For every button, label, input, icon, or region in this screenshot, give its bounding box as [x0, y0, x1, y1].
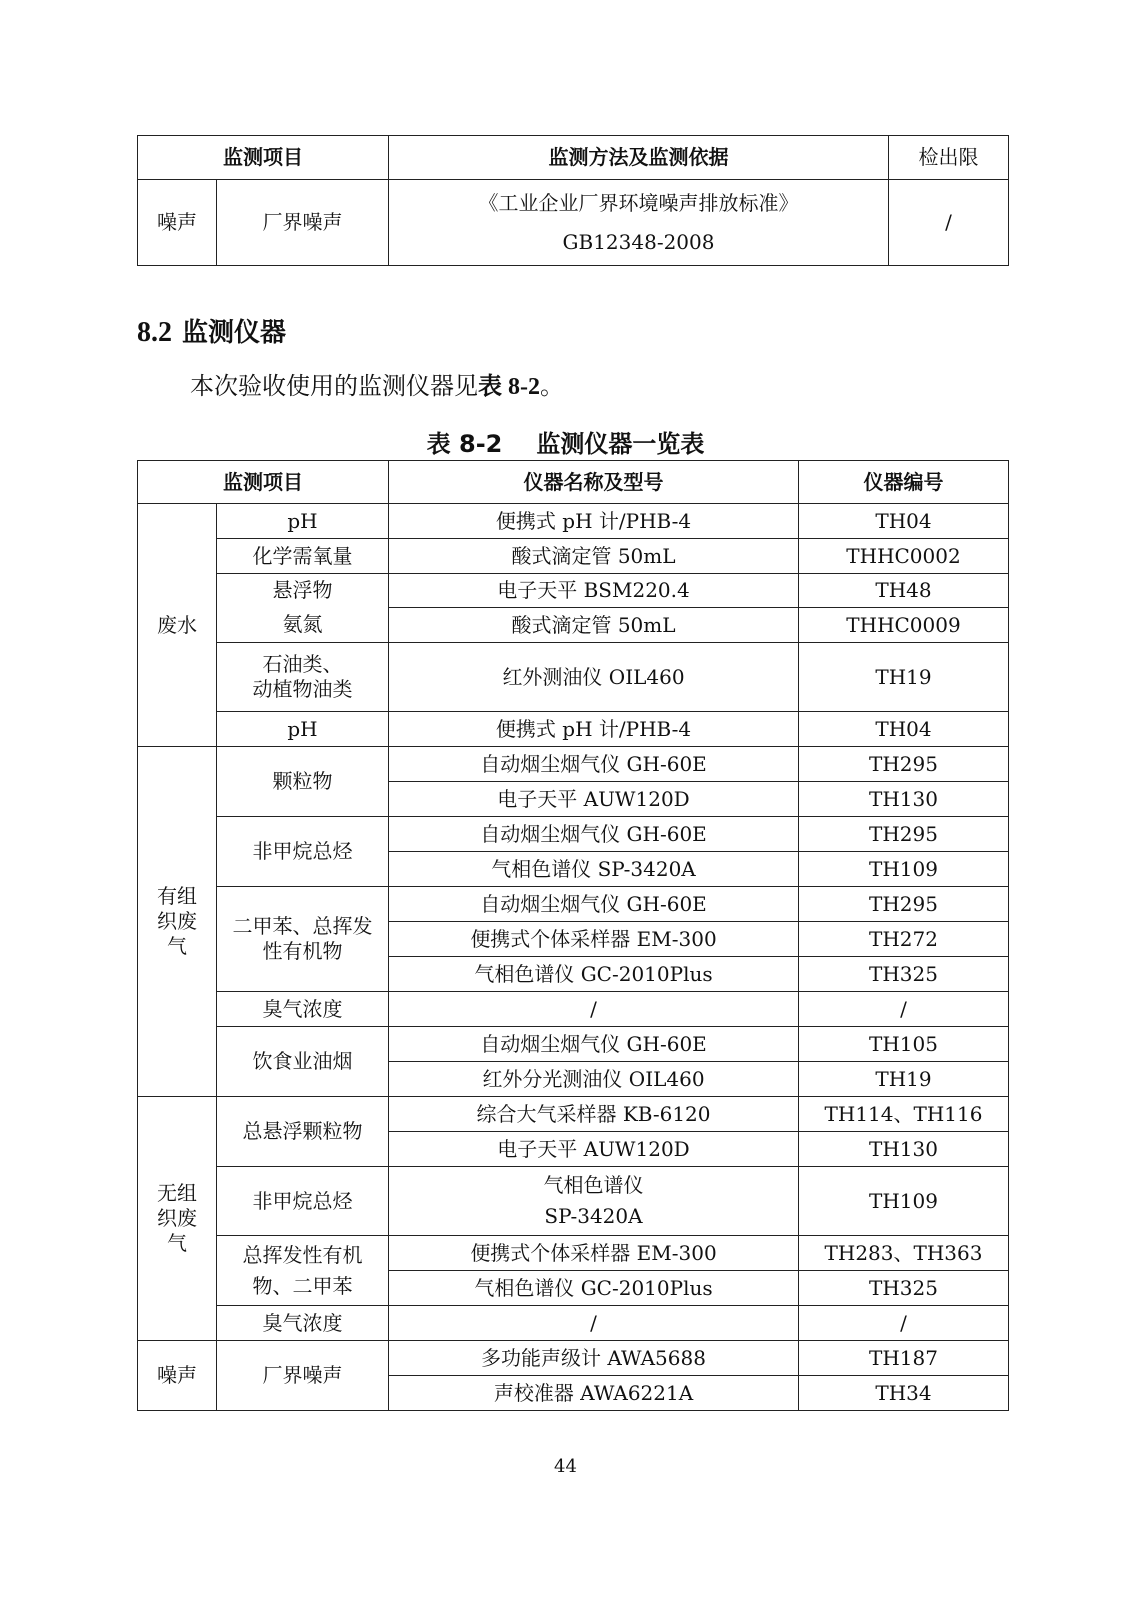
- method-standard-code: GB12348-2008: [562, 229, 715, 254]
- code-cell: /: [799, 1306, 1009, 1341]
- instrument-cell: 气相色谱仪 SP-3420A: [389, 852, 799, 887]
- instrument-cell: 便携式 pH 计/PHB-4: [389, 712, 799, 747]
- instrument-cell: 电子天平 AUW120D: [389, 1132, 799, 1167]
- item-cell: 化学需氧量: [217, 539, 389, 574]
- code-cell: TH272: [799, 922, 1009, 957]
- table-reference: 表 8-2: [478, 374, 540, 400]
- table-row: [138, 1167, 1009, 1236]
- instrument-cell: 自动烟尘烟气仪 GH-60E: [389, 817, 799, 852]
- table-row: [138, 1306, 1009, 1341]
- instrument-cell: 自动烟尘烟气仪 GH-60E: [389, 887, 799, 922]
- code-cell: TH187: [799, 1341, 1009, 1376]
- header-method: 监测方法及监测依据: [389, 136, 889, 180]
- row-method: [389, 180, 889, 266]
- item-cell: 非甲烷总烃: [217, 817, 389, 887]
- item-cell: 总悬浮颗粒物: [217, 1097, 389, 1167]
- table-row: [138, 1341, 1009, 1376]
- row-category: 噪声: [138, 180, 217, 266]
- code-cell: TH48: [799, 574, 1009, 608]
- table-caption: 表 8-2 监测仪器一览表: [426, 430, 705, 458]
- header-monitoring-item: 监测项目: [138, 136, 389, 180]
- instrument-cell: 气相色谱仪 GC-2010Plus: [389, 1271, 799, 1306]
- group-organized-gas: 有组织废气: [138, 747, 217, 1097]
- code-cell: TH04: [799, 504, 1009, 539]
- row-item: 厂界噪声: [217, 180, 389, 266]
- code-cell: TH295: [799, 747, 1009, 782]
- table-row: [138, 1027, 1009, 1062]
- code-cell: TH130: [799, 1132, 1009, 1167]
- page-number: 44: [554, 1456, 577, 1477]
- code-cell: TH283、TH363: [799, 1236, 1009, 1271]
- item-cell: 厂界噪声: [217, 1341, 389, 1411]
- header-monitoring-item: 监测项目: [138, 461, 389, 504]
- code-cell: TH130: [799, 782, 1009, 817]
- instrument-cell: 便携式 pH 计/PHB-4: [389, 504, 799, 539]
- header-detection-limit: 检出限: [889, 136, 1009, 180]
- section-heading: 8.2 监测仪器: [137, 317, 287, 348]
- table-row: [138, 643, 1009, 712]
- item-cell: 颗粒物: [217, 747, 389, 817]
- header-instrument-code: 仪器编号: [799, 461, 1009, 504]
- method-standard-name: 《工业企业厂界环境噪声排放标准》: [478, 190, 799, 215]
- code-cell: THHC0002: [799, 539, 1009, 574]
- table-row: [138, 504, 1009, 539]
- instrument-cell: 便携式个体采样器 EM-300: [389, 922, 799, 957]
- row-detection-limit: /: [889, 180, 1009, 266]
- instrument-cell: 气相色谱仪 SP-3420A: [389, 1167, 799, 1236]
- item-cell: pH: [217, 712, 389, 747]
- item-cell: 非甲烷总烃: [217, 1167, 389, 1236]
- table-row: [138, 712, 1009, 747]
- table-row: [138, 992, 1009, 1027]
- code-cell: TH34: [799, 1376, 1009, 1411]
- code-cell: TH19: [799, 643, 1009, 712]
- instrument-cell: 自动烟尘烟气仪 GH-60E: [389, 747, 799, 782]
- item-cell: 氨氮: [217, 608, 389, 643]
- code-cell: TH109: [799, 1167, 1009, 1236]
- group-wastewater: 废水: [138, 504, 217, 747]
- instrument-cell: 红外测油仪 OIL460: [389, 643, 799, 712]
- instrument-cell: 电子天平 BSM220.4: [389, 574, 799, 608]
- instrument-cell: /: [389, 992, 799, 1027]
- table-row: [138, 608, 1009, 643]
- item-cell: 总挥发性有机 物、二甲苯: [217, 1236, 389, 1306]
- instrument-cell: 气相色谱仪 GC-2010Plus: [389, 957, 799, 992]
- table-row: [138, 574, 1009, 608]
- code-cell: TH325: [799, 957, 1009, 992]
- code-cell: TH325: [799, 1271, 1009, 1306]
- item-cell: 臭气浓度: [217, 992, 389, 1027]
- item-cell: 二甲苯、总挥发 性有机物: [217, 887, 389, 992]
- instrument-cell: 综合大气采样器 KB-6120: [389, 1097, 799, 1132]
- item-cell: pH: [217, 504, 389, 539]
- instrument-cell: 多功能声级计 AWA5688: [389, 1341, 799, 1376]
- table-row: [138, 1097, 1009, 1132]
- monitoring-method-table: [137, 135, 1009, 266]
- code-cell: THHC0009: [799, 608, 1009, 643]
- table-row: [138, 539, 1009, 574]
- header-instrument: 仪器名称及型号: [389, 461, 799, 504]
- item-cell: 饮食业油烟: [217, 1027, 389, 1097]
- table-row: [138, 817, 1009, 852]
- item-cell: 悬浮物: [217, 574, 389, 608]
- instrument-cell: 酸式滴定管 50mL: [389, 608, 799, 643]
- table-row: [138, 887, 1009, 922]
- instrument-table: [137, 460, 1009, 1411]
- instrument-cell: 便携式个体采样器 EM-300: [389, 1236, 799, 1271]
- intro-paragraph: 本次验收使用的监测仪器见表 8-2。: [190, 372, 564, 400]
- code-cell: TH114、TH116: [799, 1097, 1009, 1132]
- group-noise: 噪声: [138, 1341, 217, 1411]
- code-cell: TH109: [799, 852, 1009, 887]
- group-unorganized-gas: 无组织废气: [138, 1097, 217, 1341]
- item-cell: 臭气浓度: [217, 1306, 389, 1341]
- instrument-cell: 声校准器 AWA6221A: [389, 1376, 799, 1411]
- code-cell: /: [799, 992, 1009, 1027]
- instrument-cell: 酸式滴定管 50mL: [389, 539, 799, 574]
- table-row: [138, 747, 1009, 782]
- code-cell: TH105: [799, 1027, 1009, 1062]
- instrument-cell: /: [389, 1306, 799, 1341]
- instrument-cell: 红外分光测油仪 OIL460: [389, 1062, 799, 1097]
- instrument-cell: 自动烟尘烟气仪 GH-60E: [389, 1027, 799, 1062]
- instrument-cell: 电子天平 AUW120D: [389, 782, 799, 817]
- table-row: [138, 1236, 1009, 1271]
- code-cell: TH295: [799, 817, 1009, 852]
- code-cell: TH295: [799, 887, 1009, 922]
- code-cell: TH04: [799, 712, 1009, 747]
- code-cell: TH19: [799, 1062, 1009, 1097]
- item-cell: 石油类、 动植物油类: [217, 643, 389, 712]
